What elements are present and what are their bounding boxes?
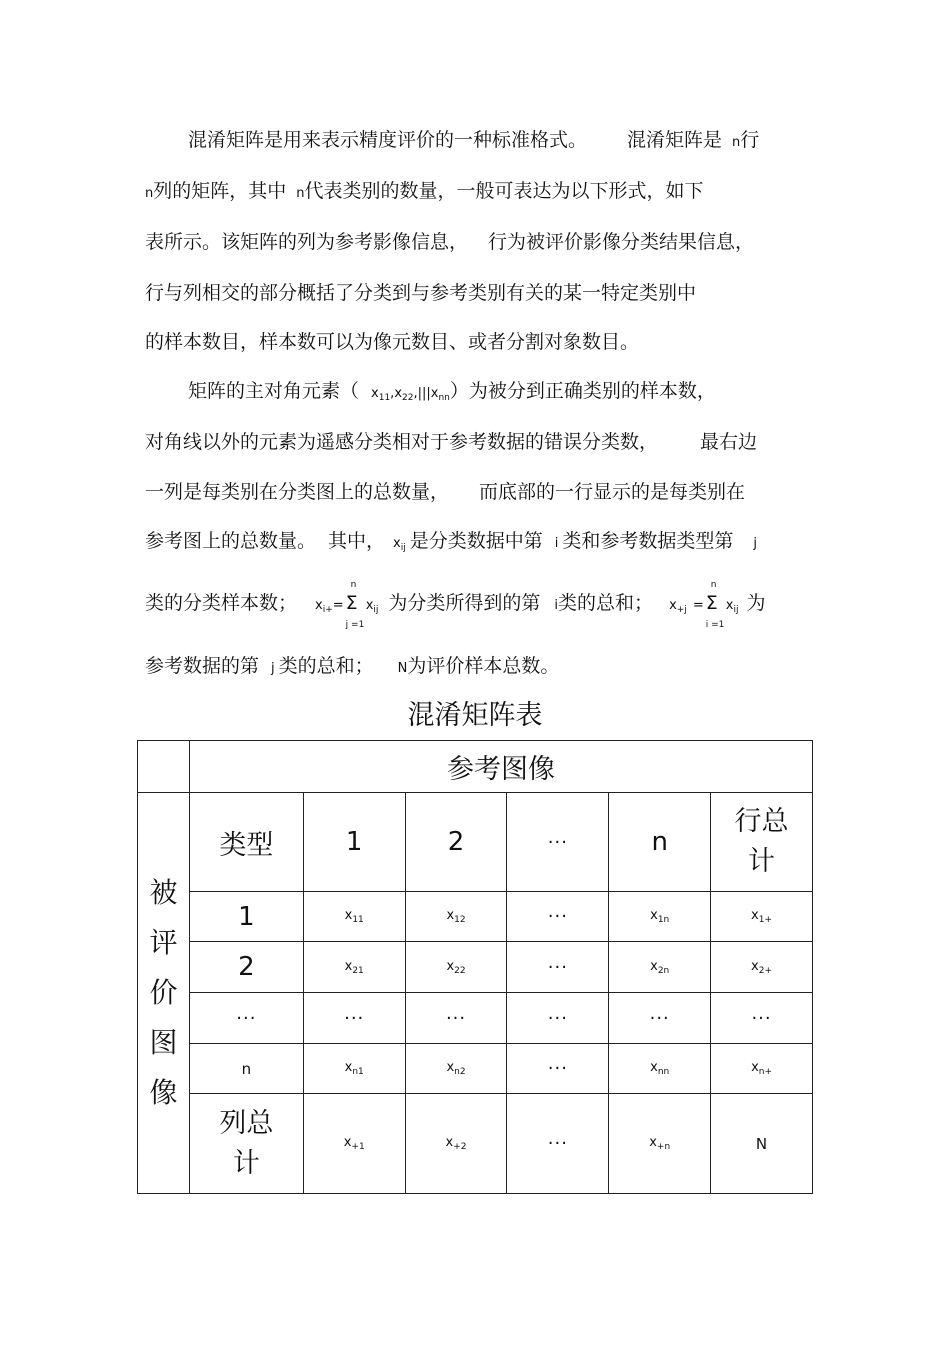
table-cell: N: [711, 1094, 813, 1194]
table-cell: ···: [609, 993, 711, 1044]
para2-line2: 对角线以外的元素为遥感分类相对于参考数据的错误分类数， 最右边: [145, 431, 758, 453]
para1-line4: 行与列相交的部分概括了分类到与参考类别有关的某一特定类别中: [145, 282, 697, 304]
col-label-dots: ···: [507, 793, 609, 892]
sigma-symbol: Σ n j =1: [345, 580, 365, 630]
para1-line1: 混淆矩阵是用来表示精度评价的一种标准格式。 混淆矩阵是 n行: [188, 129, 760, 151]
table-cell: $x_{n1}$: [303, 1044, 405, 1094]
col-label-2: 2: [405, 793, 507, 892]
table-cell: ···: [303, 993, 405, 1044]
reference-image-header: 参考图像: [189, 741, 812, 793]
table-cell: $x_{n2}$: [405, 1044, 507, 1094]
table-cell: $x_{+n}$: [609, 1094, 711, 1194]
table-row: [138, 993, 813, 1044]
table-cell: ···: [507, 1044, 609, 1094]
column-total-row: [138, 1094, 813, 1194]
table-cell: $x_{2+}$: [711, 942, 813, 993]
para1-line3: 表所示。该矩阵的列为参考影像信息， 行为被评价影像分类结果信息，: [145, 231, 755, 253]
table-cell: $x_{n+}$: [711, 1044, 813, 1094]
row-label: 2: [189, 942, 303, 993]
evaluated-image-header: 被 评 价 图 像: [138, 793, 190, 1194]
table-row: [138, 942, 813, 993]
table-cell: $x_{nn}$: [609, 1044, 711, 1094]
table-cell: ···: [507, 942, 609, 993]
corner-cell: [138, 741, 190, 793]
column-total-header: 列总 计: [189, 1094, 303, 1194]
table-cell: $x_{+2}$: [405, 1094, 507, 1194]
para2-line3: 一列是每类别在分类图上的总数量， 而底部的一行显示的是每类别在: [145, 481, 746, 503]
sigma-symbol-2: Σ n i =1: [705, 580, 725, 630]
table-cell: ···: [405, 993, 507, 1044]
table-cell: $x_{+1}$: [303, 1094, 405, 1194]
para1-line5: 的样本数目，样本数可以为像元数目、或者分割对象数目。: [145, 331, 640, 353]
type-label: 类型: [189, 793, 303, 892]
table-cell: $x_{21}$: [303, 942, 405, 993]
para2-line6: 参考数据的第 j 类的总和； N为评价样本总数。: [145, 655, 560, 677]
table-cell: $x_{12}$: [405, 892, 507, 942]
row-total-header: 行总 计: [711, 793, 813, 892]
table-cell: $x_{2n}$: [609, 942, 711, 993]
table-cell: $x_{1n}$: [609, 892, 711, 942]
table-row: [138, 1044, 813, 1094]
table-cell: ···: [507, 1094, 609, 1194]
table-cell: ···: [507, 892, 609, 942]
table-row: [138, 892, 813, 942]
col-label-1: 1: [303, 793, 405, 892]
row-label: 1: [189, 892, 303, 942]
table-cell: ···: [507, 993, 609, 1044]
row-label: ···: [189, 993, 303, 1044]
col-label-n: n: [609, 793, 711, 892]
para2-line5: 类的分类样本数； $x_{i+}= \Sigma$ n j =1 $x_{ij}$ 为分类所得到的第 i类的总和； $x_{+j} = \Sigma$ n i =1 $x_{ij}$ 为: [145, 580, 766, 630]
confusion-matrix-table: [137, 740, 813, 1194]
para1-line2: n列的矩阵，其中 n代表类别的数量，一般可表达为以下形式，如下: [145, 180, 704, 202]
table-cell: $x_{11}$: [303, 892, 405, 942]
table-cell: $x_{1+}$: [711, 892, 813, 942]
table-cell: ···: [711, 993, 813, 1044]
para2-line1: 矩阵的主对角元素（ $x_{11},x_{22},|||x_{nn}$）为被分到正确类别的样本数，: [188, 380, 716, 403]
table-title: 混淆矩阵表: [407, 700, 543, 731]
table-cell: $x_{22}$: [405, 942, 507, 993]
para2-line4: 参考图上的总数量。 其中， $x_{ij}$ 是分类数据中第 i 类和参考数据类型第 j: [145, 530, 758, 553]
row-label: n: [189, 1044, 303, 1094]
